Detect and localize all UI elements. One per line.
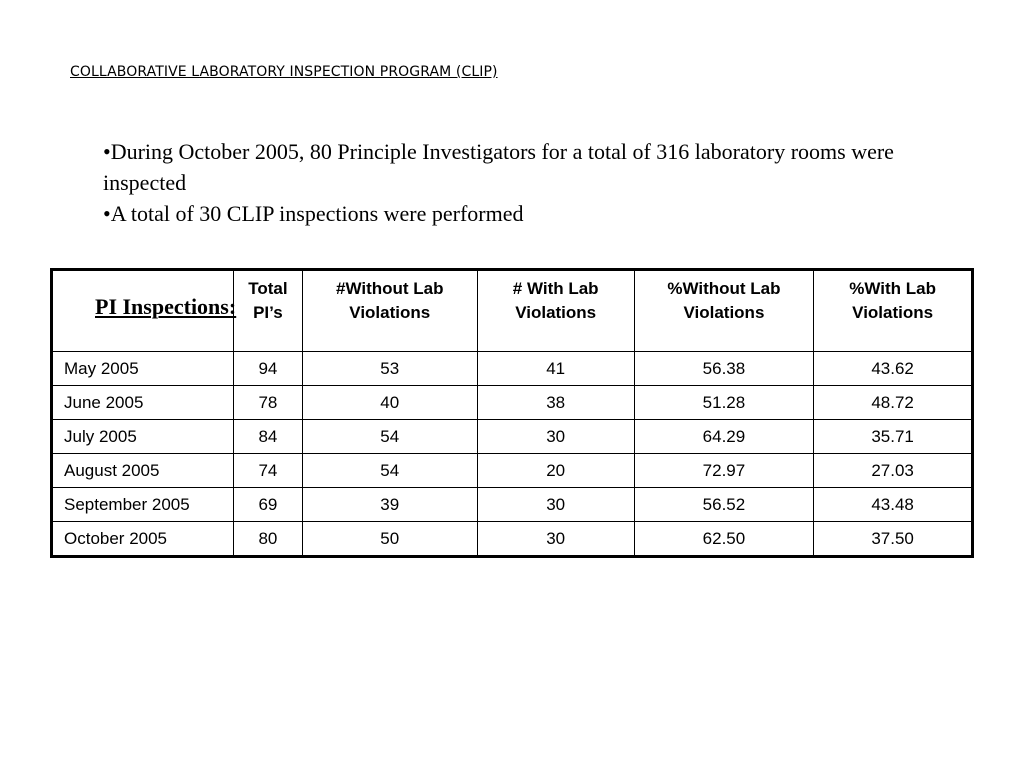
bullet-inspections-summary: •During October 2005, 80 Principle Investigators for a total of 316 laboratory rooms were inspected (103, 139, 894, 195)
table-header-row (52, 270, 973, 352)
summary-bullets (103, 136, 923, 229)
cell-without-violations: 39 (302, 488, 477, 522)
cell-pct-with-violations: 43.62 (814, 352, 973, 386)
cell-pct-without-violations: 72.97 (634, 454, 814, 488)
row-month: September 2005 (52, 488, 234, 522)
table-title: PI Inspections: (95, 294, 237, 319)
cell-total-pis: 80 (234, 522, 303, 557)
cell-pct-without-violations: 62.50 (634, 522, 814, 557)
cell-with-violations: 30 (477, 420, 634, 454)
table-row (52, 522, 973, 557)
cell-with-violations: 30 (477, 488, 634, 522)
row-month: August 2005 (52, 454, 234, 488)
cell-pct-with-violations: 35.71 (814, 420, 973, 454)
cell-pct-with-violations: 48.72 (814, 386, 973, 420)
table-row (52, 454, 973, 488)
table-row (52, 352, 973, 386)
cell-pct-without-violations: 56.38 (634, 352, 814, 386)
column-header-without-violations: #Without Lab Violations (302, 270, 477, 352)
row-month: June 2005 (52, 386, 234, 420)
cell-without-violations: 53 (302, 352, 477, 386)
cell-with-violations: 20 (477, 454, 634, 488)
cell-without-violations: 54 (302, 454, 477, 488)
column-header-pct-without-violations: %Without Lab Violations (634, 270, 814, 352)
cell-with-violations: 30 (477, 522, 634, 557)
table-row (52, 420, 973, 454)
cell-pct-without-violations: 64.29 (634, 420, 814, 454)
cell-with-violations: 38 (477, 386, 634, 420)
cell-pct-without-violations: 51.28 (634, 386, 814, 420)
cell-pct-with-violations: 27.03 (814, 454, 973, 488)
bullet-clip-count: •A total of 30 CLIP inspections were performed (103, 201, 524, 226)
cell-total-pis: 94 (234, 352, 303, 386)
cell-without-violations: 50 (302, 522, 477, 557)
column-header-total-pis: Total PI’s (234, 270, 303, 352)
row-month: October 2005 (52, 522, 234, 557)
cell-with-violations: 41 (477, 352, 634, 386)
cell-pct-without-violations: 56.52 (634, 488, 814, 522)
cell-pct-with-violations: 37.50 (814, 522, 973, 557)
column-header-pct-with-violations: %With Lab Violations (814, 270, 973, 352)
page-title: COLLABORATIVE LABORATORY INSPECTION PROGRAM (CLIP) (70, 64, 498, 80)
cell-total-pis: 78 (234, 386, 303, 420)
pi-inspections-table (50, 268, 974, 558)
cell-without-violations: 54 (302, 420, 477, 454)
table-row (52, 488, 973, 522)
cell-total-pis: 84 (234, 420, 303, 454)
cell-total-pis: 74 (234, 454, 303, 488)
column-header-with-violations: # With Lab Violations (477, 270, 634, 352)
table-row (52, 386, 973, 420)
row-month: July 2005 (52, 420, 234, 454)
row-month: May 2005 (52, 352, 234, 386)
cell-total-pis: 69 (234, 488, 303, 522)
table-corner-cell (52, 270, 237, 352)
cell-pct-with-violations: 43.48 (814, 488, 973, 522)
cell-without-violations: 40 (302, 386, 477, 420)
